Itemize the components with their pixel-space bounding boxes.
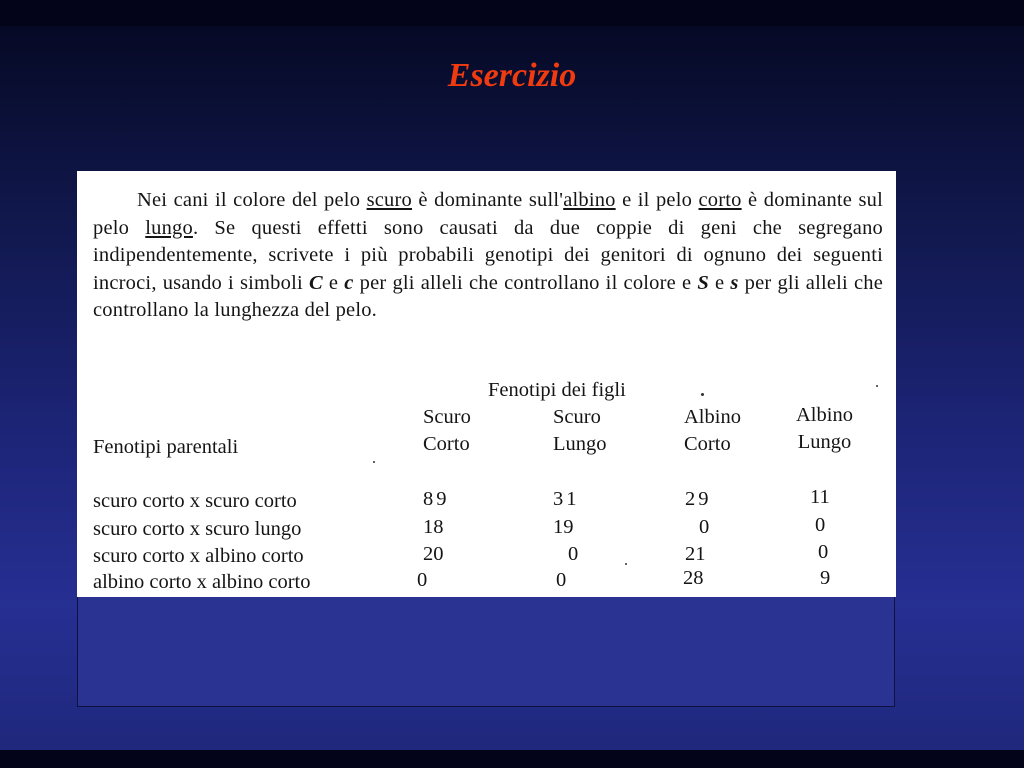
- count-cell: 21: [685, 543, 706, 565]
- text-segment: e il pelo: [622, 189, 693, 211]
- column-header-line: Scuro: [553, 406, 601, 428]
- count-cell: 0: [568, 543, 579, 565]
- column-header-scuro-corto: [423, 404, 471, 458]
- text-segment: è dominante sull': [418, 189, 564, 211]
- column-header-line: Corto: [423, 433, 470, 455]
- text-segment: per gli alleli che controllano il colore e: [359, 271, 692, 294]
- cross-label: albino corto x albino corto: [93, 571, 311, 593]
- symbol-C: C: [308, 271, 323, 294]
- symbol-s: s: [730, 271, 739, 294]
- count-cell: 18: [423, 516, 444, 538]
- count-cell: 0: [417, 569, 428, 591]
- underlined-lungo: lungo: [145, 216, 193, 239]
- count-cell: 20: [423, 543, 444, 565]
- count-cell: 89: [423, 488, 450, 510]
- symbol-S: S: [697, 271, 709, 294]
- scan-speck: [701, 393, 704, 396]
- column-header-line: Corto: [684, 433, 731, 455]
- count-cell: 19: [553, 516, 574, 538]
- count-cell: 0: [699, 516, 710, 538]
- text-segment: Nei cani il colore del pelo: [137, 189, 361, 211]
- count-cell: 0: [556, 569, 567, 591]
- count-cell: 9: [820, 567, 831, 589]
- text-segment: è dominante sul pelo: [93, 189, 884, 239]
- cross-label: scuro corto x scuro lungo: [93, 518, 302, 540]
- text-segment: . Se questi effetti sono causati da due coppie di geni che segregano indipendentemente, scrivete i più probabili genotipi dei genitori di ognuno dei seguenti incroci, usando i simboli: [93, 216, 883, 294]
- column-header-line: Albino: [684, 406, 741, 428]
- text-segment: per gli alleli che controllano la lunghezza del pelo.: [93, 271, 884, 321]
- slide-title: Esercizio: [447, 57, 577, 94]
- count-cell: 29: [685, 488, 712, 510]
- text-segment: e: [715, 271, 725, 294]
- scan-speck: [876, 385, 878, 387]
- column-header-albino-corto: [684, 404, 741, 458]
- count-cell: 0: [815, 514, 826, 536]
- count-cell: 31: [553, 488, 580, 510]
- column-header-line: Albino: [796, 404, 853, 426]
- underlined-albino: albino: [563, 189, 616, 211]
- cross-label: scuro corto x albino corto: [93, 545, 304, 567]
- count-cell: 11: [810, 486, 830, 508]
- column-header-line: Lungo: [553, 433, 607, 455]
- parental-phenotypes-header: Fenotipi parentali: [93, 436, 239, 458]
- scanned-exercise-image: [77, 171, 896, 597]
- column-header-scuro-lungo: [553, 404, 607, 458]
- underlined-corto: corto: [698, 189, 742, 211]
- scan-speck: [625, 563, 627, 565]
- scan-speck: [373, 461, 375, 463]
- symbol-c: c: [344, 271, 354, 294]
- column-header-line: Lungo: [797, 431, 852, 453]
- count-cell: 0: [818, 541, 829, 563]
- cross-label: scuro corto x scuro corto: [93, 490, 297, 512]
- exercise-paragraph: [93, 187, 883, 325]
- underlined-scuro: scuro: [366, 189, 412, 211]
- column-header-albino-lungo: [796, 402, 853, 456]
- column-header-line: Scuro: [423, 406, 471, 428]
- text-segment: e: [328, 271, 339, 294]
- offspring-phenotypes-header: Fenotipi dei figli: [488, 379, 626, 401]
- count-cell: 28: [683, 567, 704, 589]
